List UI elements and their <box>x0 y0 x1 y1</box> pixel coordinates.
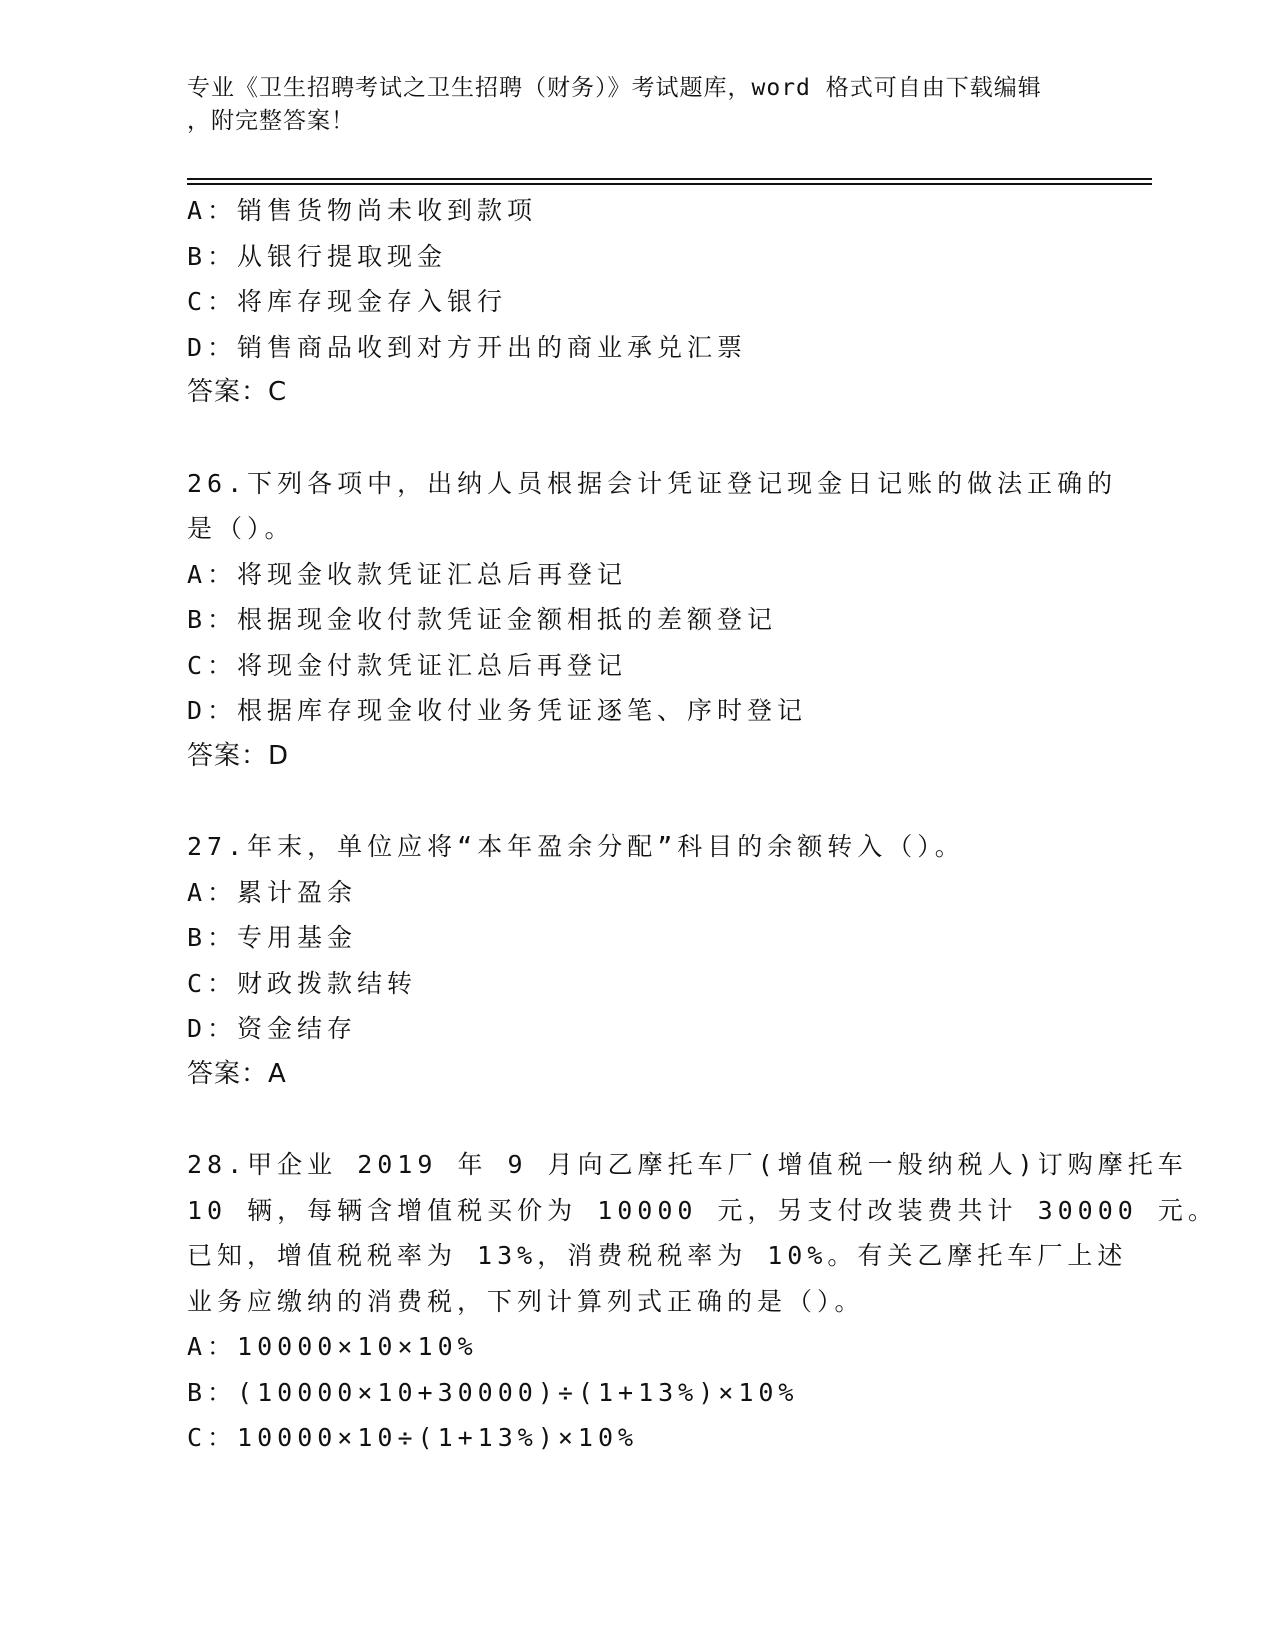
option-d: D：资金结存 <box>187 1014 358 1043</box>
header-line-1: 专业《卫生招聘考试之卫生招聘（财务）》考试题库，word 格式可自由下载编辑 <box>187 75 1042 101</box>
option-a: A：10000×10×10% <box>187 1332 478 1361</box>
question-26-block <box>187 461 1118 780</box>
answer-line: 答案：D <box>187 740 290 771</box>
question-27-block <box>187 824 1087 1097</box>
option-a: A：销售货物尚未收到款项 <box>187 196 538 225</box>
header-rule-bottom <box>187 183 1152 185</box>
question-list <box>187 188 1218 1461</box>
header-rule-top <box>187 178 1152 180</box>
spacer <box>187 1097 1087 1142</box>
question-stem-cont: 已知，增值税税率为 13%，消费税税率为 10%。有关乙摩托车厂上述 <box>187 1241 1128 1270</box>
question-25-block <box>187 188 1087 416</box>
question-stem-cont: 业务应缴纳的消费税，下列计算列式正确的是（）。 <box>187 1286 865 1316</box>
header-line-2: ，附完整答案！ <box>187 108 355 134</box>
spacer <box>187 779 1087 824</box>
question-stem-cont: 是（）。 <box>187 514 295 543</box>
question-28-block <box>187 1142 1218 1461</box>
option-b: B：(10000×10+30000)÷(1+13%)×10% <box>187 1377 799 1407</box>
option-c: C：将库存现金存入银行 <box>187 287 508 316</box>
option-b: B：根据现金收付款凭证金额相抵的差额登记 <box>187 605 778 634</box>
answer-line: 答案：A <box>187 1058 287 1089</box>
option-c: C：将现金付款凭证汇总后再登记 <box>187 650 628 680</box>
option-b: B：从银行提取现金 <box>187 241 448 271</box>
option-c: C：10000×10÷(1+13%)×10% <box>187 1423 639 1452</box>
question-stem: 26.下列各项中，出纳人员根据会计凭证登记现金日记账的做法正确的 <box>187 468 1118 498</box>
answer-line: 答案：C <box>187 377 288 407</box>
option-d: D：根据库存现金收付业务凭证逐笔、序时登记 <box>187 696 808 725</box>
document-header <box>187 72 1087 138</box>
option-d: D：销售商品收到对方开出的商业承兑汇票 <box>187 332 748 362</box>
option-a: A：将现金收款凭证汇总后再登记 <box>187 559 628 589</box>
question-stem: 28.甲企业 2019 年 9 月向乙摩托车厂(增值税一般纳税人)订购摩托车 <box>187 1150 1188 1179</box>
question-stem-cont: 10 辆，每辆含增值税买价为 10000 元，另支付改装费共计 30000 元。 <box>187 1195 1218 1225</box>
question-stem: 27.年末，单位应将“本年盈余分配”科目的余额转入（）。 <box>187 832 965 861</box>
option-b: B：专用基金 <box>187 923 358 952</box>
option-c: C：财政拨款结转 <box>187 968 418 998</box>
option-a: A：累计盈余 <box>187 877 358 907</box>
spacer <box>187 416 1087 461</box>
